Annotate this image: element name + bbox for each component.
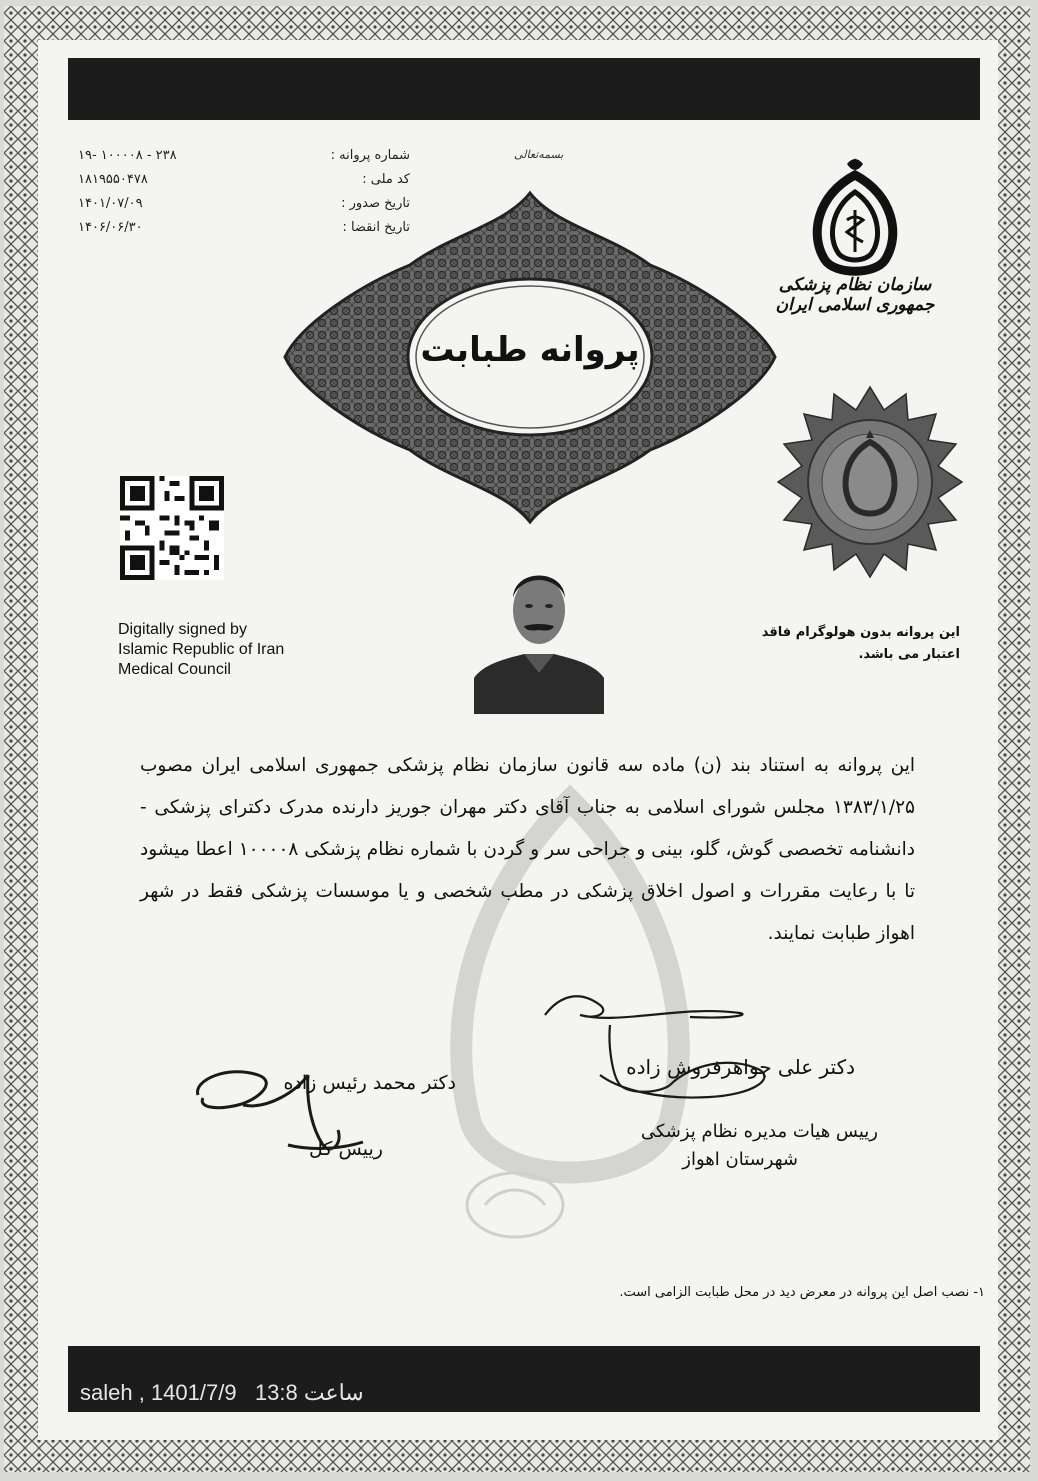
hologram-seal — [775, 385, 965, 580]
organization-name: سازمان نظام پزشکی جمهوری اسلامی ایران — [775, 275, 935, 315]
right-signatory-name: دکتر علی جواهرفروش زاده — [626, 1055, 855, 1079]
header-hand-note: بسمه‌تعالی — [514, 148, 564, 161]
license-number-value: ۱۹- ۱۰۰۰۰۸ - ۲۳۸ — [78, 148, 177, 163]
digital-signature-line3: Medical Council — [118, 661, 231, 678]
digital-signature-note — [118, 620, 284, 680]
digital-signature-line1: Digitally signed by — [118, 621, 247, 638]
hologram-note-line2: اعتبار می باشد. — [858, 647, 960, 662]
digital-signature-line2: Islamic Republic of Iran — [118, 641, 285, 658]
holder-photo — [474, 548, 604, 714]
expiry-date-value: ۱۴۰۶/۰۶/۳۰ — [78, 220, 143, 235]
license-number-row — [70, 148, 410, 170]
national-code-label: کد ملی : — [362, 172, 410, 187]
issue-date-value: ۱۴۰۱/۰۷/۰۹ — [78, 196, 143, 211]
national-code-value: ۱۸۱۹۵۵۰۴۷۸ — [78, 172, 148, 187]
faint-stamp — [455, 1160, 575, 1250]
expiry-date-label: تاریخ انقضا : — [342, 220, 410, 235]
right-role-line2: شهرستان اهواز — [682, 1149, 798, 1170]
hologram-note-line1: این پروانه بدون هولوگرام فاقد — [761, 625, 960, 640]
license-body-paragraph: این پروانه به استناد بند (ن) ماده سه قانون سازمان نظام پزشکی جمهوری اسلامی ایران مصوب ۱۳۸۳/۱/۲۵ مجلس شورای اسلامی به جناب آقای دکتر مهران جوریز دارنده مدرک دکترای پزشکی - دانشنامه تخصصی گوش، گلو، بینی و جراحی سر و گردن با شماره نظام پزشکی ۱۰۰۰۰۸ اعطا میشود تا با رعایت مقررات و اصول اخلاق پزشکی در مطب شخصی و یا موسسات پزشکی فقط در شهر اهواز طبابت نمایند. — [140, 755, 915, 944]
license-number-label: شماره پروانه : — [330, 148, 410, 163]
display-requirement-footnote: ۱- نصب اصل این پروانه در معرض دید در محل طبابت الزامی است. — [619, 1285, 985, 1300]
qr-code[interactable] — [119, 476, 225, 580]
top-dark-band — [68, 58, 980, 120]
print-timestamp: saleh , 1401/7/9 13:8 ساعت — [80, 1380, 364, 1405]
medical-council-emblem-icon — [795, 150, 915, 285]
hologram-validity-note — [760, 622, 960, 666]
left-signatory-name: دکتر محمد رئیس زاده — [283, 1072, 456, 1094]
right-signatory-role — [560, 1118, 878, 1174]
document-title: پروانه طبابت — [420, 330, 640, 370]
right-handwritten-signature — [540, 985, 800, 1115]
left-signatory-role: رییس کل — [309, 1138, 383, 1160]
issue-date-label: تاریخ صدور : — [341, 196, 410, 211]
right-role-line1: رییس هیات مدیره نظام پزشکی — [640, 1121, 878, 1142]
